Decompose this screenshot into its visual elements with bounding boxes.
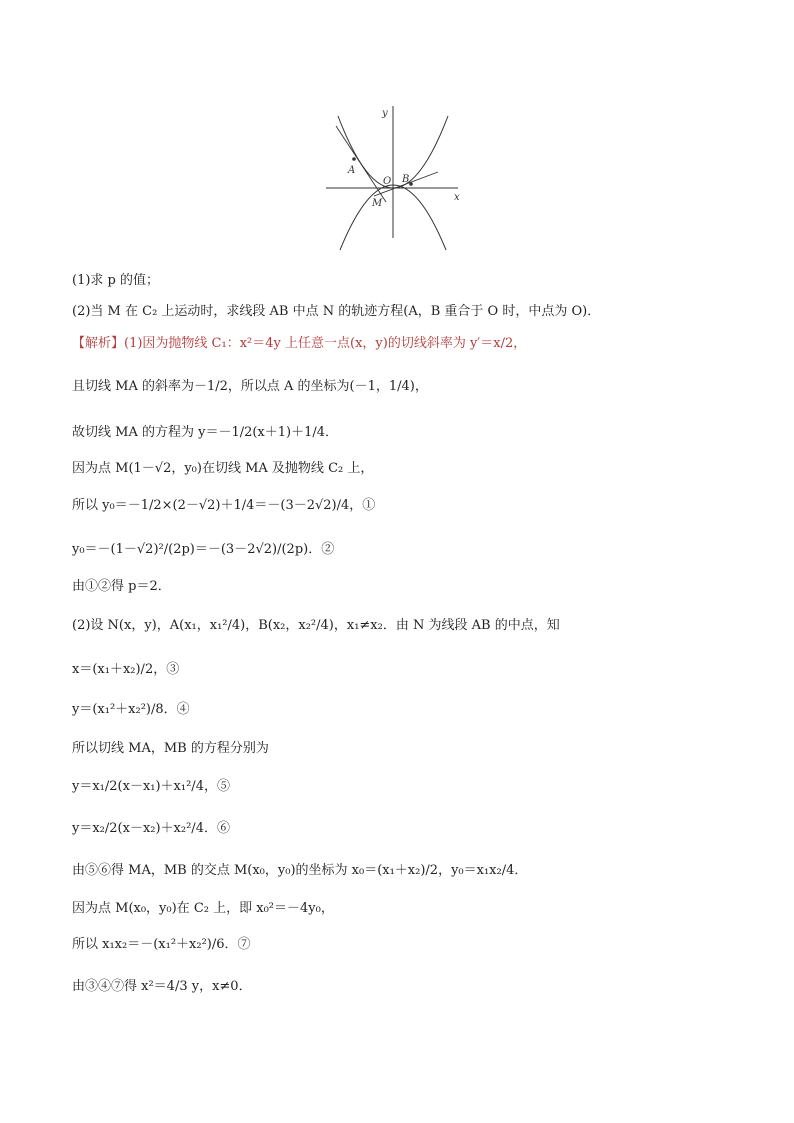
- question-2: (2)当 M 在 C₂ 上运动时，求线段 AB 中点 N 的轨迹方程(A，B 重合于 O 时，中点为 O)．: [72, 304, 601, 319]
- label-x: x: [454, 192, 460, 203]
- label-m: M: [372, 198, 383, 209]
- solution-line: 因为点 M(1－√2，y₀)在切线 MA 及抛物线 C₂ 上，: [72, 461, 374, 476]
- solution-line: 由①②得 p＝2．: [72, 579, 171, 594]
- point-b: [409, 182, 413, 186]
- label-b: B: [402, 174, 410, 185]
- solution-line: y₀＝－(1－√2)²/(2p)＝－(3－2√2)/(2p)．②: [72, 542, 335, 557]
- solution-line: 所以 x₁x₂＝－(x₁²＋x₂²)/6．⑦: [72, 937, 251, 952]
- solution-line: (2)设 N(x，y)，A(x₁，x₁²/4)，B(x₂，x₂²/4)，x₁≠x₂．由 N 为线段 AB 的中点，知: [72, 618, 560, 633]
- label-a: A: [348, 165, 356, 176]
- solution-line: 所以 y₀＝－1/2×(2－√2)＋1/4＝－(3－2√2)/4，①: [72, 498, 376, 513]
- point-a: [352, 157, 356, 161]
- solution-line: 因为点 M(x₀，y₀)在 C₂ 上，即 x₀²＝－4y₀，: [72, 901, 334, 916]
- solution-line: 且切线 MA 的斜率为－1/2，所以点 A 的坐标为(－1，1/4)，: [72, 379, 428, 394]
- solution-heading: 【解析】(1)因为抛物线 C₁：x²＝4y 上任意一点(x，y)的切线斜率为 y′＝x/2，: [72, 336, 527, 351]
- solution-line: x＝(x₁＋x₂)/2，③: [72, 662, 180, 677]
- solution-line: 故切线 MA 的方程为 y＝－1/2(x＋1)＋1/4．: [72, 425, 339, 440]
- solution-line: 由③④⑦得 x²＝4/3 y，x≠0．: [72, 979, 252, 994]
- solution-line: y＝x₂/2(x－x₂)＋x₂²/4．⑥: [72, 821, 230, 836]
- label-y: y: [382, 108, 388, 119]
- question-1: (1)求 p 的值；: [72, 273, 160, 288]
- tangent-ma: [336, 126, 386, 202]
- solution-line: y＝(x₁²＋x₂²)/8．④: [72, 702, 190, 717]
- solution-line: 所以切线 MA，MB 的方程分别为: [72, 741, 269, 756]
- label-o: O: [383, 176, 392, 187]
- parabola-figure: [320, 98, 470, 258]
- solution-line: 由⑤⑥得 MA，MB 的交点 M(x₀，y₀)的坐标为 x₀＝(x₁＋x₂)/2，y₀＝x₁x₂/4．: [72, 863, 528, 878]
- solution-line: y＝x₁/2(x－x₁)＋x₁²/4，⑤: [72, 779, 230, 794]
